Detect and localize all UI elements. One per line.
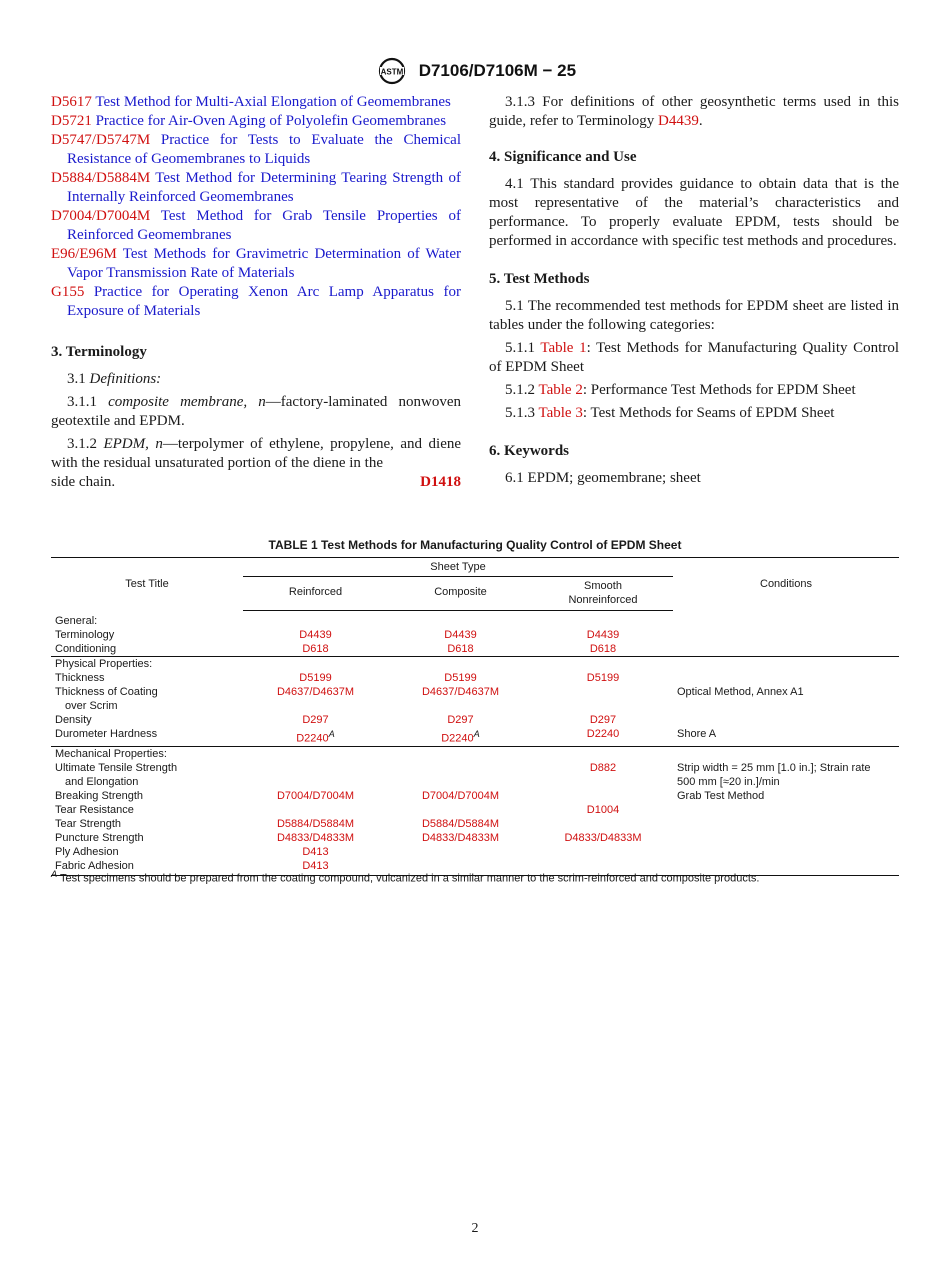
table-1-link[interactable]: Table 1 xyxy=(540,340,587,356)
document-designation: D7106/D7106M − 25 xyxy=(418,61,577,80)
reference-item[interactable] xyxy=(51,93,461,112)
table-row: Fabric Adhesion D413 xyxy=(51,859,899,876)
section-5-1-2: 5.1.2 Table 2: Performance Test Methods for EPDM Sheet xyxy=(505,382,856,398)
table-row: Physical Properties: xyxy=(51,657,899,672)
header-composite: Composite xyxy=(388,577,533,611)
table-row: General: xyxy=(55,615,98,627)
reference-item[interactable] xyxy=(51,245,461,283)
reference-item[interactable] xyxy=(51,112,461,131)
reference-item[interactable] xyxy=(51,169,461,207)
table-row: Terminology D4439 D4439 D4439 xyxy=(55,629,620,641)
reference-item[interactable] xyxy=(51,131,461,169)
table-row: Conditioning D618 D618 D618 xyxy=(55,643,617,655)
left-column xyxy=(51,93,461,492)
section-5-1: 5.1 The recommended test methods for EPDM sheet are listed in tables under the following categories: xyxy=(489,298,899,333)
table-row: Ultimate Tensile Strength and Elongation D882 Strip width = 25 mm [1.0 in.]; Strain rate 500 mm [≈20 in.]/min xyxy=(55,761,871,788)
definitions-subsection: 3.1 Definitions: xyxy=(67,371,162,387)
table-row: Density D297 D297 D297 xyxy=(55,714,617,726)
header-test-title: Test Title xyxy=(51,558,243,611)
table-1 xyxy=(51,557,899,876)
svg-text:ASTM: ASTM xyxy=(380,67,404,77)
table-row: Mechanical Properties: xyxy=(51,746,899,761)
page-header xyxy=(0,56,950,86)
table-2-link[interactable]: Table 2 xyxy=(538,382,583,398)
section-5-1-1: 5.1.1 Table 1: Test Methods for Manufacturing Quality Control of EPDM Sheet xyxy=(489,340,899,375)
section-3-1-3: 3.1.3 For definitions of other geosynthetic terms used in this guide, refer to Terminology D4439. xyxy=(489,94,899,129)
reference-title: Practice for Operating Xenon Arc Lamp Apparatus for Exposure of Materials xyxy=(67,284,461,319)
table-row: Tear Resistance D1004 xyxy=(55,803,620,816)
reference-code[interactable]: D5884/D5884M xyxy=(51,170,151,186)
reference-item[interactable] xyxy=(51,207,461,245)
test-methods-heading: 5. Test Methods xyxy=(489,271,590,287)
definition-epdm-source-line: side chain. D1418 xyxy=(51,474,461,490)
reference-title: Practice for Tests to Evaluate the Chemical Resistance of Geomembranes to Liquids xyxy=(67,132,461,167)
reference-title: Test Method for Grab Tensile Properties of Reinforced Geomembranes xyxy=(67,208,461,243)
page-number: 2 xyxy=(471,1221,479,1236)
significance-heading: 4. Significance and Use xyxy=(489,149,637,165)
table-1-title: TABLE 1 Test Methods for Manufacturing Quality Control of EPDM Sheet xyxy=(268,538,682,552)
section-6-1: 6.1 EPDM; geomembrane; sheet xyxy=(505,470,701,486)
reference-code[interactable]: G155 xyxy=(51,284,85,300)
referenced-documents-list xyxy=(51,93,461,321)
section-4-1: 4.1 This standard provides guidance to obtain data that is the most representative of the material’s characteristics and performance. To properly evaluate EPDM, tests should be performed in accordance with specific test methods and procedures. xyxy=(489,176,899,249)
table-row: Breaking Strength D7004/D7004M D7004/D7004M Grab Test Method xyxy=(55,789,765,802)
table-3-link[interactable]: Table 3 xyxy=(538,405,583,421)
definition-composite-membrane: 3.1.1 composite membrane, n—factory-laminated nonwoven geotextile and EPDM. xyxy=(51,394,461,429)
reference-code[interactable]: D5747/D5747M xyxy=(51,132,151,148)
table-row: Ply Adhesion D413 xyxy=(55,845,329,858)
reference-code[interactable]: D7004/D7004M xyxy=(51,208,151,224)
table-row: Tear Strength D5884/D5884M D5884/D5884M xyxy=(55,817,500,830)
table-row: Durometer Hardness $D2240^A$ $D2240^A$ D2240 Shore A xyxy=(55,728,717,745)
reference-item[interactable] xyxy=(51,283,461,321)
table-row: Thickness D5199 D5199 D5199 xyxy=(55,672,620,684)
reference-code[interactable]: D5721 xyxy=(51,113,92,129)
reference-title: Test Method for Determining Tearing Strength of Internally Reinforced Geomembranes xyxy=(67,170,461,205)
table-row: Puncture Strength D4833/D4833M D4833/D4833M D4833/D4833M xyxy=(55,831,642,844)
table-1-footnote: $^A$ Test specimens should be prepared from the coating compound, vulcanized in a similar manner to the scrim-reinforced and composite products. xyxy=(51,869,760,885)
header-conditions: Conditions xyxy=(673,558,899,611)
table-row: Thickness of Coating over Scrim D4637/D4637M D4637/D4637M Optical Method, Annex A1 xyxy=(55,686,804,712)
astm-logo-icon xyxy=(374,56,410,86)
header-reinforced: Reinforced xyxy=(243,577,388,611)
terminology-reference-link[interactable]: D4439 xyxy=(658,113,699,129)
reference-code[interactable]: E96/E96M xyxy=(51,246,117,262)
reference-title: Test Methods for Gravimetric Determination of Water Vapor Transmission Rate of Materials xyxy=(67,246,461,281)
reference-title: Practice for Air-Oven Aging of Polyolefin Geomembranes xyxy=(91,113,447,129)
header-sheet-type: Sheet Type xyxy=(243,558,673,577)
terminology-heading: 3. Terminology xyxy=(51,344,147,360)
keywords-heading: 6. Keywords xyxy=(489,443,569,459)
section-5-1-3: 5.1.3 Table 3: Test Methods for Seams of EPDM Sheet xyxy=(505,405,835,421)
reference-title: Test Method for Multi-Axial Elongation of Geomembranes xyxy=(91,94,451,110)
header-smooth-nonreinforced: Smooth Nonreinforced xyxy=(533,577,673,611)
definition-epdm: 3.1.2 EPDM, n—terpolymer of ethylene, propylene, and diene with the residual unsaturated portion of the diene in the xyxy=(51,436,462,471)
source-reference-link[interactable]: D1418 xyxy=(420,474,461,490)
right-column xyxy=(489,93,899,492)
reference-code[interactable]: D5617 xyxy=(51,94,92,110)
